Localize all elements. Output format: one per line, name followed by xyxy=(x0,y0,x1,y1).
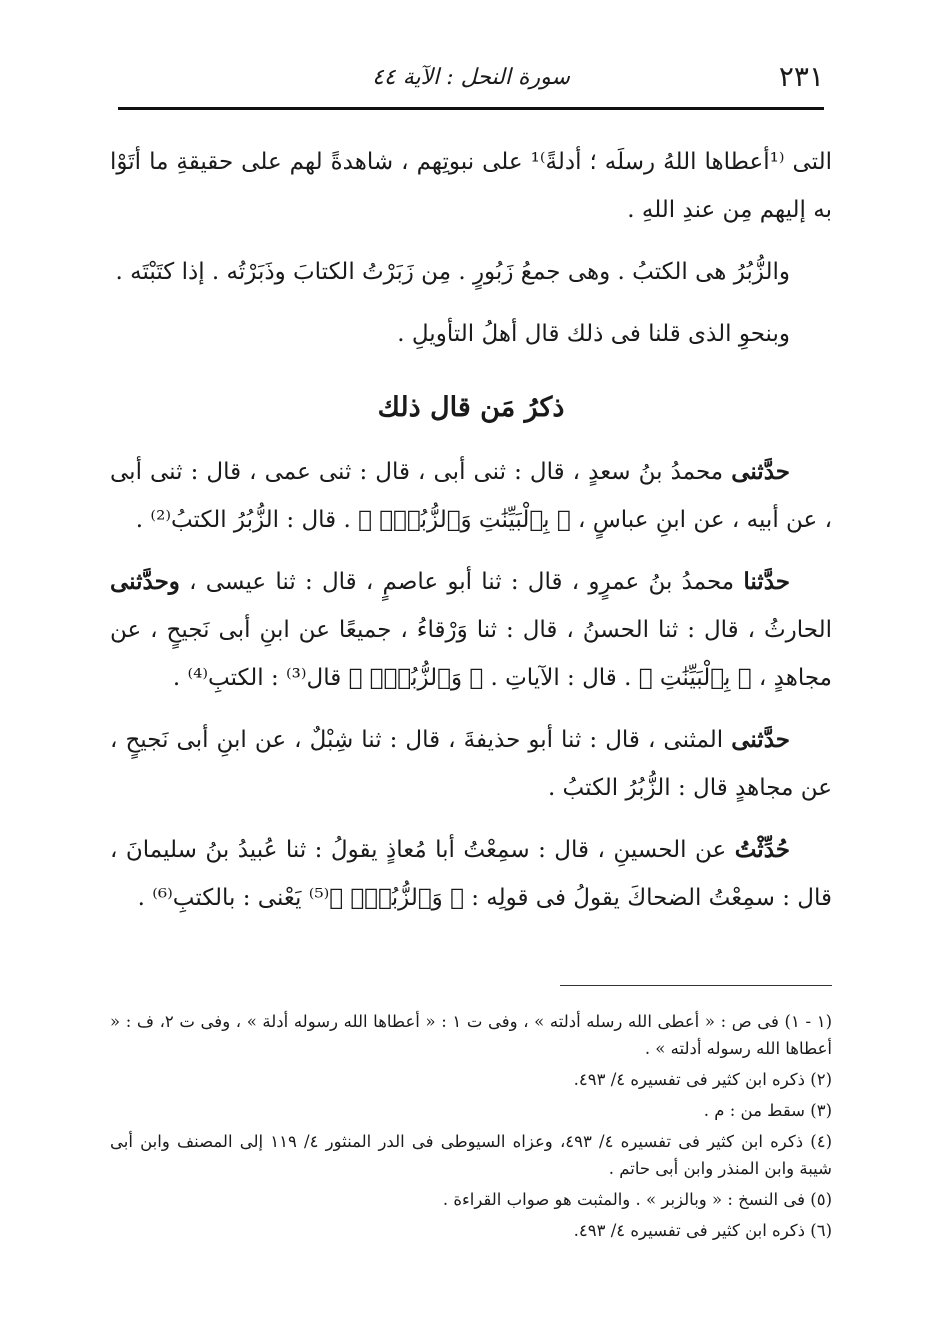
footnote-2: (٢) ذكره ابن كثير فى تفسيره ٤/ ٤٩٣. xyxy=(573,1070,832,1089)
page-number: ٢٣١ xyxy=(778,60,824,93)
footnote-6: (٦) ذكره ابن كثير فى تفسيره ٤/ ٤٩٣. xyxy=(573,1221,832,1240)
footnote-4: (٤) ذكره ابن كثير فى تفسيره ٤/ ٤٩٣، وعزاه السيوطى فى الدر المنثور ٤/ ١١٩ إلى المصنف وابن أبى شيبة وابن المنذر وابن أبى حاتم . xyxy=(110,1132,832,1178)
footnotes xyxy=(110,1008,832,1248)
running-head: سورة النحل : الآية ٤٤ xyxy=(372,64,570,90)
section-heading: ذكرُ مَن قال ذلك xyxy=(377,392,565,423)
paragraph-5-text-a: محمدُ بنُ عمرٍو ، قال : ثنا أبو عاصمٍ ، قال : ثنا عيسى ، xyxy=(179,569,744,595)
paragraph-2: والزُّبُرُ هى الكتبُ . وهى جمعُ زَبُورٍ . مِن زَبَرْتُ الكتابَ وذَبَرْتُه . إذا كتَبْتَه . xyxy=(115,259,790,285)
paragraph-3: وبنحوِ الذى قلنا فى ذلك قال أهلُ التأويلِ . xyxy=(397,321,790,347)
footnote-5: (٥) فى النسخ : « وبالزبر » . والمثبت هو صواب القراءة . xyxy=(442,1190,832,1209)
paragraph-7 xyxy=(110,826,832,922)
paragraph-6-text: المثنى ، قال : ثنا أبو حذيفةَ ، قال : ثنا شِبْلٌ ، عن ابنِ أبى نَجيحٍ ، عن مجاهدٍ قال : الزُّبُرُ الكتبُ . xyxy=(110,727,832,801)
footnote-3: (٣) سقط من : م . xyxy=(703,1101,832,1120)
footnote-separator xyxy=(560,985,832,986)
narration-keyword: حدَّثنا xyxy=(743,568,790,595)
narration-keyword: حدَّثنى xyxy=(731,726,790,753)
header-rule xyxy=(118,107,824,110)
paragraph-7-text: عن الحسينِ ، قال : سمِعْتُ أبا مُعاذٍ يقولُ : ثنا عُبيدُ بنُ سليمانَ ، قال : سمِعْتُ الضحاكَ يقولُ فى قولِه : ﴿ وَٱلزُّبُرِۗ ﴾⁽⁵⁾ يَعْنى : بالكتبِ⁽⁶⁾ . xyxy=(110,837,832,911)
main-text xyxy=(110,138,832,936)
footnote-1: (١ - ١) فى ص : « أعطى الله رسله أدلته » ، وفى ت ١ : « أعطاها الله رسوله أدلة » ، وفى ت ٢، ف : « أعطاها الله رسوله أدلته » . xyxy=(110,1012,832,1058)
narration-keyword: حدَّثنى xyxy=(731,458,790,485)
page-header xyxy=(118,52,824,102)
paragraph-1: التى ⁽¹أعطاها اللهُ رسلَه ؛ أدلةً⁾¹ على نبوتِهم ، شاهدةً لهم على حقيقةِ ما أتَوْا به إليهم مِن عندِ اللهِ . xyxy=(110,149,833,223)
paragraph-6 xyxy=(110,716,832,812)
paragraph-4 xyxy=(110,448,832,544)
paragraph-5 xyxy=(110,558,832,702)
paragraph-5-text-b: الحارثُ ، قال : ثنا الحسنُ ، قال : ثنا وَرْقاءُ ، جميعًا عن ابنِ أبى نَجيحٍ ، عن مجاهدٍ ، ﴿ بِٱلْبَيِّنَٰتِ ﴾ . قال : الآياتِ . ﴿ وَٱلزُّبُرِۗ ﴾ قال⁽³⁾ : الكتبِ⁽⁴⁾ . xyxy=(110,617,832,691)
paragraph-4-text: محمدُ بنُ سعدٍ ، قال : ثنى أبى ، قال : ثنى عمى ، قال : ثنى أبى ، عن أبيه ، عن ابنِ عباسٍ ، ﴿ بِٱلْبَيِّنَٰتِ وَٱلزُّبُرِۗ ﴾ . قال : الزُّبُرُ الكتبُ⁽²⁾ . xyxy=(110,459,832,533)
narration-keyword: حُدِّثْتُ xyxy=(734,836,790,863)
narration-keyword-2: وحدَّثنى xyxy=(110,568,180,595)
